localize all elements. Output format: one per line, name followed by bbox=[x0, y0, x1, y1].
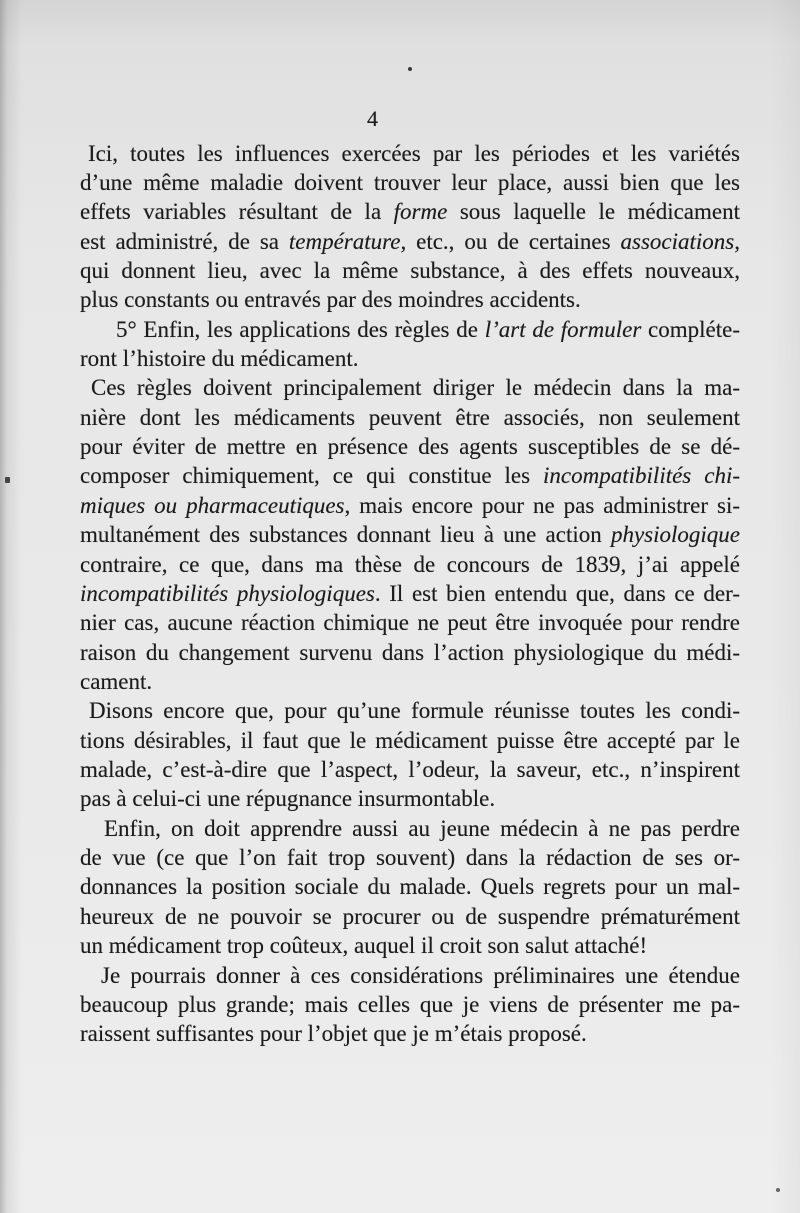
line-text: sous laquelle le médicament bbox=[447, 199, 740, 225]
text-line bbox=[80, 520, 740, 549]
body-text bbox=[80, 139, 740, 1049]
paragraph bbox=[80, 696, 740, 813]
text-line: heureux de ne pouvoir se procurer ou de suspendre prématurément bbox=[80, 903, 740, 929]
text-line bbox=[80, 315, 740, 344]
text-line: nière dont les médicaments peuvent être associés, non seulement bbox=[80, 404, 740, 430]
line-text: effets variables résultant de la bbox=[80, 199, 394, 225]
text-line: raison du changement survenu dans l’action physiologique du médi- bbox=[80, 639, 740, 665]
text-line: un médicament trop coûteux, auquel il croit son salut attaché! bbox=[80, 933, 648, 959]
text-line: pas à celui-ci une répugnance insurmontable. bbox=[80, 786, 496, 812]
text-line bbox=[80, 227, 740, 256]
line-text: multanément des substances donnant lieu à une action bbox=[80, 522, 611, 548]
page-number: 4 bbox=[367, 106, 378, 131]
italic-text: forme bbox=[393, 199, 448, 225]
line-text: est administré, de sa bbox=[80, 228, 289, 254]
scan-speck bbox=[776, 1188, 780, 1192]
paragraph bbox=[80, 961, 740, 1049]
text-line: cament. bbox=[80, 668, 153, 694]
text-line bbox=[80, 461, 740, 490]
italic-text: température, bbox=[288, 228, 407, 254]
italic-text: physiologique bbox=[610, 522, 740, 548]
text-line: ront l’histoire du médicament. bbox=[80, 346, 359, 372]
text-line: beaucoup plus grande; mais celles que je viens de présenter me pa- bbox=[80, 991, 740, 1017]
text-line bbox=[80, 197, 740, 226]
line-text: . Il est bien entendu que, dans ce der- bbox=[374, 580, 740, 606]
margin-mark bbox=[5, 477, 10, 483]
paragraph bbox=[80, 373, 740, 696]
italic-text: l’art de formuler bbox=[484, 316, 642, 342]
text-line: qui donnent lieu, avec la même substance, à des effets nouveaux, bbox=[80, 257, 740, 283]
text-line: Ces règles doivent principalement diriger le médecin dans la ma- bbox=[91, 375, 740, 401]
italic-text: incompatibilités chi- bbox=[543, 463, 740, 489]
line-text: composer chimiquement, ce qui constitue les bbox=[80, 463, 544, 489]
text-line: tions désirables, il faut que le médicament puisse être accepté par le bbox=[80, 727, 740, 753]
text-line: donnances la position sociale du malade. Quels regrets pour un mal- bbox=[80, 874, 740, 900]
text-line: d’une même maladie doivent trouver leur place, aussi bien que les bbox=[80, 169, 740, 195]
line-text: , mais encore pour ne pas administrer si- bbox=[344, 492, 741, 518]
italic-text: associations, bbox=[620, 228, 740, 254]
italic-text: incompatibilités physiologiques bbox=[80, 580, 375, 606]
text-line bbox=[80, 579, 740, 608]
italic-text: miques ou pharmaceutiques bbox=[80, 492, 345, 518]
line-text: compléte- bbox=[641, 316, 740, 342]
text-line: nier cas, aucune réaction chimique ne peut être invoquée pour rendre bbox=[80, 610, 740, 636]
paragraph bbox=[80, 315, 740, 374]
text-line: Je pourrais donner à ces considérations préliminaires une étendue bbox=[101, 962, 740, 988]
text-line: raissent suffisantes pour l’objet que je m’étais proposé. bbox=[80, 1021, 587, 1047]
paragraph bbox=[80, 139, 740, 315]
scan-speck bbox=[408, 67, 412, 71]
text-line: de vue (ce que l’on fait trop souvent) dans la rédaction de ses or- bbox=[80, 845, 740, 871]
text-line: plus constants ou entravés par des moindres accidents. bbox=[80, 287, 581, 313]
text-line: Disons encore que, pour qu’une formule réunisse toutes les condi- bbox=[89, 698, 740, 724]
line-text: etc., ou de certaines bbox=[406, 228, 621, 254]
line-text: 5° Enfin, les applications des règles de bbox=[116, 316, 485, 342]
text-line: malade, c’est-à-dire que l’aspect, l’odeur, la saveur, etc., n’inspirent bbox=[80, 757, 740, 783]
text-line: Ici, toutes les influences exercées par les périodes et les variétés bbox=[88, 140, 740, 166]
text-line: Enfin, on doit apprendre aussi au jeune médecin à ne pas perdre bbox=[104, 815, 740, 841]
text-line: contraire, ce que, dans ma thèse de concours de 1839, j’ai appelé bbox=[80, 551, 740, 577]
text-line bbox=[80, 491, 740, 520]
text-line: pour éviter de mettre en présence des agents susceptibles de se dé- bbox=[80, 434, 740, 460]
paragraph bbox=[80, 814, 740, 961]
